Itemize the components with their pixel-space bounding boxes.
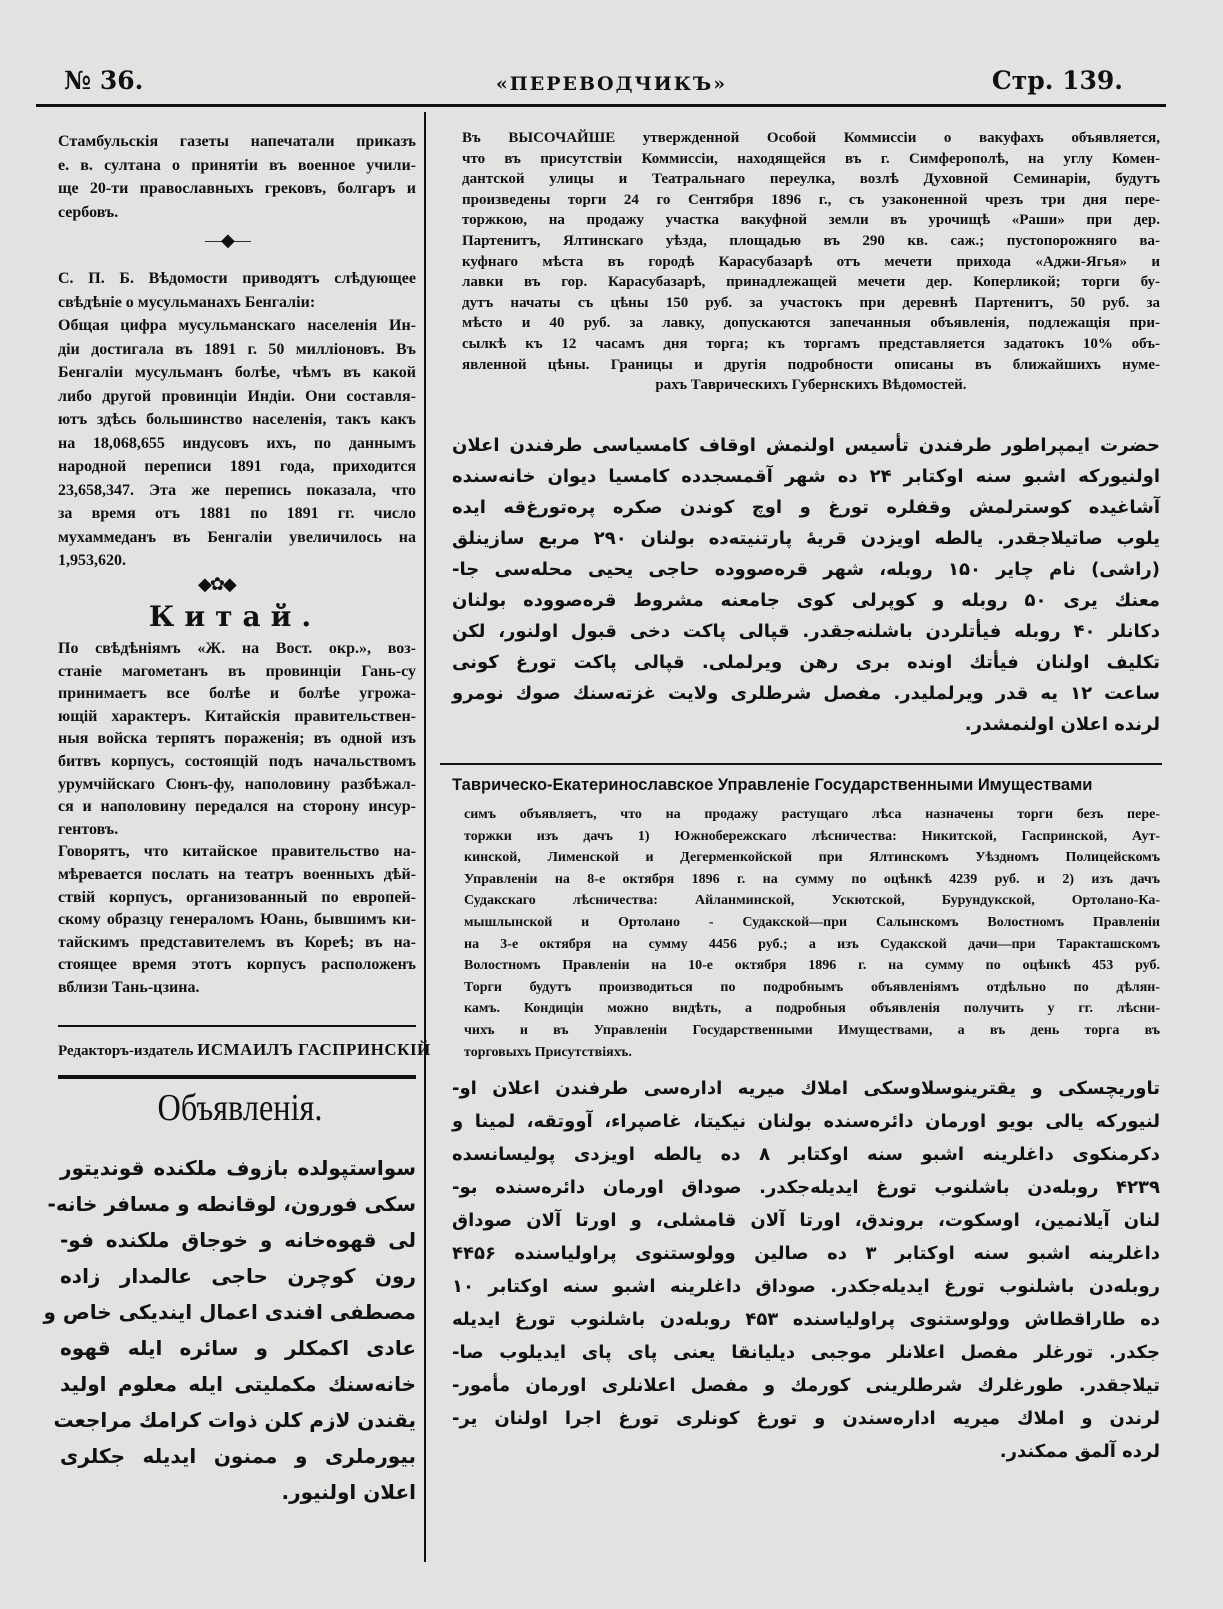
text-line: تیلاجقدر. طورغلرك شرطلرینی کورمك و مفصل اعلانلری اورمان مأمور-: [452, 1375, 1160, 1396]
text-line: рахъ Таврическихъ Губернскихъ Вѣдомостей.: [655, 377, 967, 394]
text-line: 23,658,347. Эта же перепись показала, что: [58, 481, 416, 499]
text-line: принимаетъ все болѣе и болѣе угрожа-: [58, 685, 416, 703]
text-line: сылкѣ къ 12 часамъ дня торга; къ торгамъ представляется задатокъ 10% объ-: [462, 335, 1160, 352]
text-line: свѣдѣніе о мусульманахъ Бенгаліи:: [58, 293, 316, 311]
text-line: либо другой провинціи Индіи. Они составля-: [58, 387, 416, 405]
text-line: Стамбульскія газеты напечатали приказъ: [58, 133, 416, 150]
header-rule: [36, 104, 1166, 107]
text-line: تکلیف اولنان فیأتك اونده بری رهن ویرلملی. قپالی پاکت تورغ کونی: [452, 652, 1160, 673]
text-line: С. П. Б. Вѣдомости приводятъ слѣдующее: [58, 270, 416, 287]
text-line: станіе магометанъ въ провинціи Гань-су: [58, 662, 416, 680]
text-line: رون کوچرن حاجی عالمدار زاده: [60, 1264, 416, 1288]
text-line: кинской, Лименской и Дегерменкойской при Ялтинскомъ Уѣздномъ Полицейскомъ: [464, 850, 1160, 866]
text-line: торжкою, на продажу участка вакуфной земли въ урочищѣ «Раши» при дер.: [462, 212, 1160, 229]
newspaper-title: «ПЕРЕВОДЧИКЪ»: [495, 73, 728, 95]
text-line: за время отъ 1881 по 1891 гг. число: [58, 505, 416, 522]
article-istanbul: [58, 130, 416, 224]
text-line: тайскимъ представителемъ въ Кореѣ; въ на-: [58, 933, 416, 951]
text-line: لرندن و املاك میریه اداره‌سندن و تورغ کونلری تورغ اجرا اولنان یر-: [452, 1408, 1160, 1429]
text-line: камъ. Кондиціи можно видѣть, а подробныя объявленія получить у гг. лѣсни-: [464, 1001, 1160, 1017]
text-line: عادی اکمکلر و سائره ایله قهوه: [60, 1336, 416, 1360]
ornament-divider: ◆✿◆: [198, 574, 235, 594]
text-line: خانه‌سنك مکملیتی ایله معلوم اولید: [60, 1372, 416, 1396]
text-line: чихъ и въ Управленіи Государственными Имуществами, а въ день торга въ: [464, 1022, 1160, 1038]
text-line: ютъ здѣсь большинство населенія, такъ какъ: [58, 411, 416, 428]
editor-label: Редакторъ-издатель: [58, 1043, 194, 1059]
editor-line: [58, 1040, 431, 1060]
text-line: جکدر. تورغلر مفصل اعلانلر موجبی دیلیانقا یعنی پای پای ایدیلوب صا-: [452, 1342, 1160, 1363]
text-line: سکی فورون، لوقانطه و مسافر خانه-: [47, 1192, 416, 1216]
text-line: لرنده اعلان اولنمشدر.: [964, 714, 1160, 735]
thick-rule: [58, 1075, 416, 1079]
text-line: По свѣдѣніямъ «Ж. на Вост. окр.», воз-: [58, 640, 416, 657]
text-line: Въ ВЫСОЧАЙШЕ утвержденной Особой Коммиссіи о вакуфахъ объявляется,: [462, 130, 1160, 146]
ad-bakery-arabic: [43, 1150, 416, 1510]
text-line: ده طاراقطاش وولوستنوی پراولیاسنده ۴۵۳ روبله‌دن باشلنوب تورغ ایدیله: [452, 1309, 1160, 1330]
issue-number: № 36.: [64, 66, 144, 95]
text-line: куфнаго мѣста въ городѣ Карасубазарѣ отъ мечети прихода «Аджи-Ягья» и: [462, 253, 1160, 270]
text-line: Торги будутъ производиться по подробнымъ объявленіямъ отдѣльно по дѣлян-: [464, 979, 1160, 995]
column-divider: [424, 112, 426, 1562]
ornament-divider: —◆—: [205, 230, 249, 250]
text-line: دکرمنکوی داغلرینه اشبو سنه اوکتابر ۸ ده یالطه اویزدی پولیسانسده: [452, 1144, 1160, 1165]
text-line: روبله‌دن باشلنوب تورغ ایدیله‌جکدر. صوداق داغلرینه اشبو سنه اوکتابر ۱۰: [452, 1276, 1160, 1297]
text-line: بیورملری و ممنون ایدیله جکلری: [60, 1444, 416, 1468]
text-line: мѣревается послать на театръ военныхъ дѣй-: [58, 865, 416, 883]
text-line: дутъ начаты съ цѣны 150 руб. за участокъ при деревнѣ Партенитъ, 50 руб. за: [462, 294, 1160, 311]
text-line: е. в. султана о принятіи въ военное учили-: [58, 156, 416, 174]
rule: [440, 763, 1162, 765]
text-line: произведены торги 24 го Сентября 1896 г., съ узаконенной чрезъ три дня пере-: [462, 191, 1160, 208]
text-line: сербовъ.: [58, 203, 119, 221]
section-heading-china: Китай.: [148, 600, 322, 633]
text-line: لنان آیلانمین، اوسکوت، بروندق، اورتا آلان قامشلی، و اورتا آلان صوداق: [452, 1210, 1160, 1231]
text-line: داغلرینه اشبو سنه اوکتابر ۳ ده صالین وولوستنوی پراولیاسنده ۴۴۵۶: [452, 1243, 1160, 1264]
text-line: лавки въ гор. Карасубазарѣ, принадлежащей мечети дер. Коперликой; торги бу-: [462, 274, 1160, 291]
editor-name: ИСМАИЛЪ ГАСПРИНСКІЙ: [197, 1040, 431, 1059]
text-line: ся и наполовину передался на сторону инсур-: [58, 798, 416, 816]
notice-forest-russian: [464, 804, 1160, 1063]
text-line: ныя войска терпятъ пораженія; въ одной изъ: [58, 730, 416, 748]
article-china: [58, 638, 416, 1000]
text-line: вблизи Тань-цзина.: [58, 978, 200, 996]
text-line: لی قهوه‌خانه و خوجاق ملکنده فو-: [60, 1228, 416, 1252]
text-line: Волостномъ Правленіи на 10-е октября 1896 г. на сумму по оцѣнкѣ 453 руб.: [464, 958, 1160, 974]
text-line: на 18,068,655 индусовъ ихъ, по даннымъ: [58, 434, 416, 452]
text-line: دکانلر ۴۰ روبله فیأتلردن باشلنه‌جقدر. قپالی پاکت دخی قبول اولنور، لکن: [452, 621, 1160, 642]
text-line: حضرت ایمپراطور طرفندن تأسیس اولنمش اوقاف کامسیاسی طرفندن اعلان: [452, 435, 1160, 456]
article-bengal: [58, 267, 416, 573]
text-line: معنك یری ۵۰ روبله و کوپرلی کوی جامعنه مشروط قره‌صووده بولنان: [452, 590, 1160, 611]
text-line: Судакскаго лѣсничества: Айланминской, Ускютской, Бурундукской, Ортолано-Ка-: [464, 893, 1160, 909]
text-line: мухаммеданъ въ Бенгаліи увеличилось на: [58, 528, 416, 546]
text-line: на 3-е октября на сумму 4456 руб.; а изъ Судакской дачи—при Таракташскомъ: [464, 936, 1160, 952]
text-line: торговыхъ Присутствіяхъ.: [464, 1044, 632, 1060]
page-number: Стр. 139.: [991, 66, 1123, 95]
text-line: Управленіи на 8-е октября 1896 г. на сумму по оцѣнкѣ 4239 руб. и 2) изъ дачъ: [464, 871, 1160, 887]
notice-vakuf-arabic: [452, 430, 1160, 740]
text-line: Общая цифра мусульманскаго населенія Ин-: [58, 317, 416, 334]
text-line: мышлынской и Ортолано - Судакской—при Салынскомъ Волостномъ Правленіи: [464, 914, 1160, 930]
text-line: ще 20-ти православныхъ грековъ, болгаръ и: [58, 180, 416, 197]
text-line: Бенгаліи мусульманъ болѣе, чѣмъ въ какой: [58, 364, 416, 381]
text-line: لرده آلمق ممکندر.: [999, 1441, 1160, 1462]
notice-forest-heading: Таврическо-Екатеринославское Управленіе Государственными Имуществами: [452, 776, 1093, 794]
text-line: что въ присутствіи Коммиссіи, находящейся въ г. Симферополѣ, на углу Комен-: [462, 150, 1160, 167]
text-line: (راشی) نام چایر ۱۵۰ روبله، شهر قره‌صووده حاجی یحیی محله‌سی جا-: [452, 559, 1160, 580]
text-line: народной переписи 1891 года, приходится: [58, 458, 416, 475]
text-line: ющій характеръ. Китайскія правительствен-: [58, 707, 416, 725]
text-line: урумчійскаго Сюнъ-фу, наполовину разбѣжал-: [58, 775, 416, 793]
text-line: явленной цѣны. Границы и другія подробности описаны въ ближайшихъ нуме-: [462, 356, 1160, 373]
text-line: дантской улицы и Театральнаго переулка, возлѣ Духовной Семинаріи, будутъ: [462, 171, 1160, 188]
ads-title: Объявленія.: [157, 1087, 323, 1129]
notice-forest-arabic: [452, 1072, 1160, 1468]
text-line: торжки изъ дачъ 1) Южнобережскаго лѣсничества: Никитской, Гаспринской, Аут-: [464, 828, 1160, 844]
text-line: یقندن لازم کلن ذوات کرامك مراجعت: [53, 1408, 416, 1432]
text-line: آشاغیده کوسترلمش وقفلره تورغ و اوچ کوندن صکره پره‌تورغ‌قه ایده: [452, 497, 1160, 518]
text-line: اعلان اولنیور.: [281, 1480, 416, 1504]
text-line: діи достигала въ 1891 г. 50 милліоновъ. Въ: [58, 340, 416, 358]
text-line: یلوب صاتیلاجقدر. یالطه اویزدن قریهٔ پارتنیته‌ده بولنان ۲۹۰ مربع سازینلق: [452, 528, 1160, 549]
text-line: لنیورکه یالی بویو اورمان دائره‌سنده بولنان نیکیتا، غاصپراء، آووتقه، لمینا و: [452, 1111, 1160, 1132]
text-line: стоящее время этотъ корпусъ расположенъ: [58, 956, 416, 974]
text-line: гентовъ.: [58, 820, 119, 838]
text-line: سواستپولده بازوف ملکنده قوندیتور: [60, 1156, 416, 1180]
text-line: Партенитъ, Ялтинскаго уѣзда, площадью въ 290 кв. саж.; пустопорожняго ва-: [462, 232, 1160, 249]
text-line: Говорятъ, что китайское правительство на-: [58, 843, 416, 861]
text-line: мѣсто и 40 руб. за лавку, допускаются запечанныя объявленія, подлежащія при-: [462, 315, 1160, 332]
text-line: скому образцу генераломъ Юань, бывшимъ ки-: [58, 911, 416, 929]
text-line: ساعت ۱۲ یه قدر ویرلملیدر. مفصل شرطلری ولایت غزته‌سنك صوك نومرو: [452, 683, 1160, 704]
text-line: اولنیورکه اشبو سنه اوکتابر ۲۴ ده شهر آقمسجدده کامسیا دیوان خانه‌سنده: [452, 466, 1160, 487]
rule: [58, 1025, 416, 1027]
text-line: تاوریچسکی و یقترینوسلاوسکی املاك میریه اداره‌سی طرفندن اعلان او-: [452, 1078, 1160, 1099]
text-line: симъ объявляетъ, что на продажу растущаго лѣса назначены торги безъ пере-: [464, 807, 1160, 822]
text-line: 1,953,620.: [58, 552, 126, 569]
text-line: ۴۲۳۹ روبله‌دن باشلنوب تورغ ایدیله‌جکدر. صوداق اورمان دائره‌سنده بو-: [452, 1177, 1160, 1198]
notice-vakuf-russian: [462, 128, 1160, 396]
text-line: مصطفی افندی اعمال ایندیکی خاص و: [43, 1300, 416, 1324]
text-line: битвъ корпусъ, состоящій подъ начальствомъ: [58, 752, 416, 770]
text-line: ствій корпусъ, организованный по европей-: [58, 888, 416, 906]
